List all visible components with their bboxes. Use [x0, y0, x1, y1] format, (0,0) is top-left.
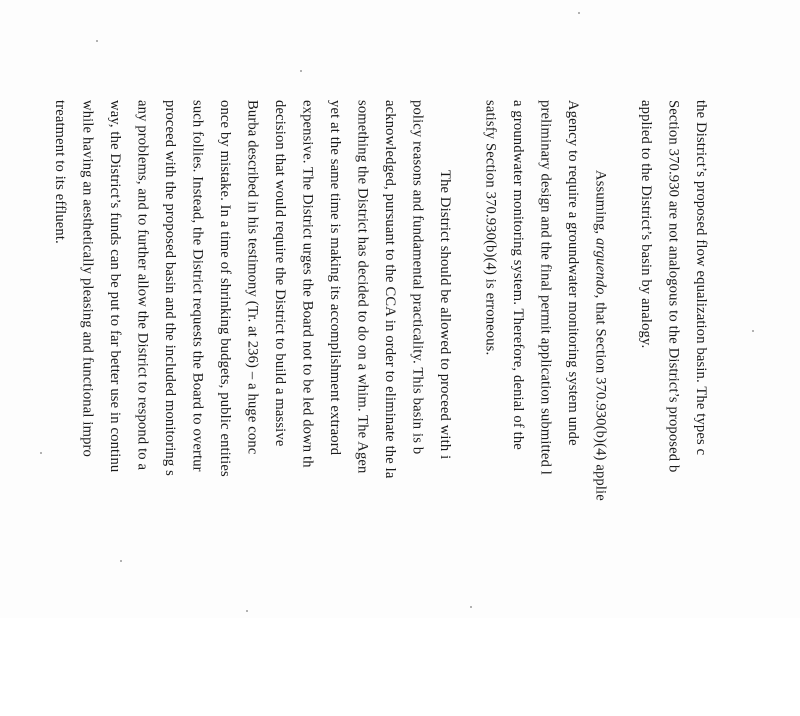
arguendo-word: arguendo, [592, 238, 609, 299]
document-body [52, 100, 714, 716]
text-line-16: Burba described in his testimony (Tr. at 236) – a huge conc [244, 100, 261, 455]
text-line-19: proceed with the proposed basin and the included monitoring s [162, 100, 178, 476]
text-line-22: while having an aesthetically pleasing and functional impro [79, 100, 96, 457]
text-line-3: applied to the District’s basin by analogy. [638, 100, 654, 349]
text-line-8: satisfy Section 370.930(b)(4) is erroneous. [482, 100, 499, 356]
text-line-4-rest: that Section 370.930(b)(4) applie [592, 302, 609, 501]
text-line-13: yet at the same time is making its accomplishment extraord [327, 100, 343, 456]
text-line-7: a groundwater monitoring system. Therefore, denial of the [510, 100, 526, 450]
scan-speck [246, 610, 248, 612]
text-line-10: policy reasons and fundamental practicality. This basin is b [409, 100, 426, 455]
scan-speck [470, 606, 472, 608]
text-line-15: decision that would require the District to build a massive [272, 100, 288, 447]
text-line-17: once by mistake. In a time of shrinking budgets, public entities [217, 100, 233, 477]
text-line-1: the District’s proposed flow equalization basin. The types c [693, 100, 709, 456]
text-line-6: preliminary design and the final permit application submitted l [537, 100, 554, 476]
text-line-21: way, the District’s funds can be put to far better use in continu [107, 100, 123, 473]
text-line-20: any problems, and to further allow the District to respond to a [134, 100, 151, 471]
text-line-5: Agency to require a groundwater monitoring system unde [565, 100, 581, 446]
scan-speck [752, 330, 754, 332]
scan-speck [578, 12, 580, 14]
text-line-2: Section 370.930 are not analogous to the District’s proposed b [665, 100, 682, 473]
text-line-12: something the District has decided to do on a whim. The Agen [354, 100, 371, 474]
scan-speck [300, 70, 302, 72]
text-line-23: treatment to its effluent. [52, 100, 68, 244]
text-line-18: such follies. Instead, the District requests the Board to overtur [189, 100, 206, 472]
text-line-14: expensive. The District urges the Board not to be led down th [299, 100, 316, 468]
text-line-9: The District should be allowed to proceed with i [437, 170, 453, 460]
text-line-4 [586, 100, 614, 716]
scan-speck [40, 452, 42, 454]
assuming-prefix: Assuming, [592, 170, 609, 238]
scan-speck [96, 40, 98, 42]
text-line-11: acknowledged, pursuant to the CCA in order to eliminate the la [382, 100, 398, 479]
scan-speck [120, 560, 122, 562]
